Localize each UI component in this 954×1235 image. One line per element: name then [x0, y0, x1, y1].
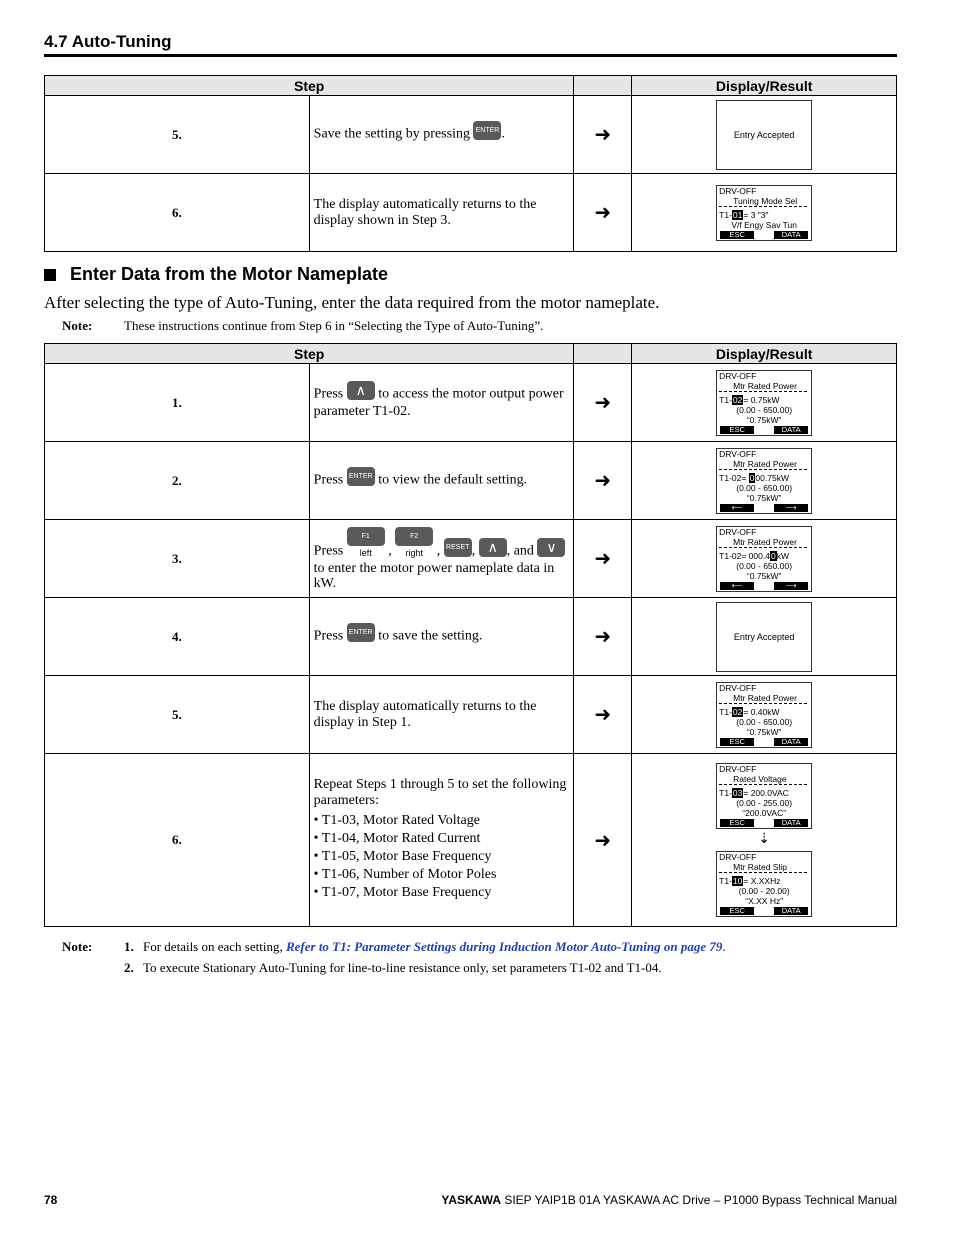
- page-reference-link[interactable]: Refer to T1: Parameter Settings during Induction Motor Auto-Tuning on page 79: [285, 939, 723, 954]
- lcd-display: DRV-OFF Mtr Rated Slip T1-10= X.XXHz (0.00 - 20.00) “X.XX Hz” ESC DATA: [716, 851, 812, 917]
- col-step-header: Step: [45, 76, 574, 96]
- square-bullet-icon: [44, 269, 56, 281]
- arrow-icon: ➜: [574, 676, 632, 754]
- step-number: 1.: [45, 364, 310, 442]
- dotted-down-arrow-icon: ⇣: [758, 832, 771, 847]
- arrow-icon: ➜: [574, 174, 632, 252]
- steps-table-1: [44, 75, 897, 252]
- enter-key-icon: ENTER: [347, 467, 375, 486]
- list-item: • T1-07, Motor Base Frequency: [313, 885, 492, 900]
- manual-title: YASKAWA SIEP YAIP1B 01A YASKAWA AC Drive – P1000 Bypass Technical Manual: [441, 1193, 897, 1207]
- step-number: 6.: [45, 174, 310, 252]
- reset-key-icon: RESET: [444, 538, 472, 557]
- step-number: 5.: [45, 676, 310, 754]
- table-row: [45, 676, 897, 754]
- step-number: 2.: [45, 442, 310, 520]
- step-text: Save the setting by pressing ENTER .: [309, 96, 574, 174]
- step-number: 4.: [45, 598, 310, 676]
- page-number: 78: [44, 1193, 58, 1207]
- page-footer: [44, 1193, 897, 1207]
- step-text: The display automatically returns to the display in Step 1.: [309, 676, 574, 754]
- f1-key-icon: F1: [347, 527, 385, 546]
- col-display-header: Display/Result: [632, 76, 897, 96]
- list-item: • T1-04, Motor Rated Current: [313, 831, 481, 846]
- lcd-display: DRV-OFF Tuning Mode Sel T1-01= 3 "3" V/f Engy Sav Tun ESC DATA: [716, 185, 812, 241]
- arrow-icon: ➜: [574, 754, 632, 927]
- table-row: [45, 96, 897, 174]
- table-row: [45, 754, 897, 927]
- arrow-icon: ➜: [574, 520, 632, 598]
- parameter-list: [314, 813, 574, 901]
- section-title: 4.7 Auto-Tuning: [44, 32, 172, 51]
- arrow-icon: ➜: [574, 598, 632, 676]
- enter-key-icon: ENTER: [347, 623, 375, 642]
- note: Note: These instructions continue from Step 6 in “Selecting the Type of Auto-Tuning”.: [62, 318, 544, 333]
- lcd-display: Entry Accepted: [716, 602, 812, 672]
- step-text: Press F1 left , F2 right , RESET , ∧ , and ∨ to enter the motor power nameplate data in kW.: [309, 520, 574, 598]
- notes: Note: 1. For details on each setting, Refer to T1: Parameter Settings during Induction Motor Auto-Tuning on page 79. 2. To execute Stationary Auto-Tuning for line-to-line resistance only, set parameters T1-02 and T1-04.: [62, 939, 726, 975]
- step-text: The display automatically returns to the display shown in Step 3.: [309, 174, 574, 252]
- arrow-icon: ➜: [574, 364, 632, 442]
- up-key-icon: ∧: [479, 538, 507, 557]
- table-row: [45, 364, 897, 442]
- enter-key-icon: ENTER: [473, 121, 501, 140]
- table-row: [45, 598, 897, 676]
- lcd-display: DRV-OFF Mtr Rated Power T1-02= 0.40kW (0.00 - 650.00) “0.75kW” ESC DATA: [716, 682, 812, 748]
- table-row: [45, 442, 897, 520]
- col-display-header: Display/Result: [632, 344, 897, 364]
- steps-table-2: [44, 343, 897, 927]
- lcd-display: DRV-OFF Mtr Rated Power T1-02= 000.75kW (0.00 - 650.00) “0.75kW” ⟵ ⟶: [716, 448, 812, 514]
- lcd-display: DRV-OFF Mtr Rated Power T1-02= 000.40kW (0.00 - 650.00) “0.75kW” ⟵ ⟶: [716, 526, 812, 592]
- table-row: [45, 520, 897, 598]
- header-rule: [44, 54, 897, 57]
- step-text: Repeat Steps 1 through 5 to set the following parameters: • T1-03, Motor Rated Voltage • T1-04, Motor Rated Current • T1-05, Motor Base Frequency • T1-06, Number of Motor Poles • T1-07, Motor Base Frequency: [309, 754, 574, 927]
- f2-key-icon: F2: [395, 527, 433, 546]
- list-item: • T1-05, Motor Base Frequency: [313, 849, 492, 864]
- step-text: Press ENTER to view the default setting.: [309, 442, 574, 520]
- step-number: 6.: [45, 754, 310, 927]
- step-text: Press ∧ to access the motor output power parameter T1-02.: [309, 364, 574, 442]
- down-key-icon: ∨: [537, 538, 565, 557]
- arrow-icon: ➜: [574, 96, 632, 174]
- up-key-icon: ∧: [347, 381, 375, 400]
- step-number: 3.: [45, 520, 310, 598]
- intro-text: After selecting the type of Auto-Tuning, enter the data required from the motor nameplate.: [44, 293, 660, 312]
- step-text: Press ENTER to save the setting.: [309, 598, 574, 676]
- lcd-display: DRV-OFF Mtr Rated Power T1-02= 0.75kW (0.00 - 650.00) “0.75kW” ESC DATA: [716, 370, 812, 436]
- arrow-icon: ➜: [574, 442, 632, 520]
- list-item: • T1-06, Number of Motor Poles: [313, 867, 497, 882]
- col-step-header: Step: [45, 344, 574, 364]
- list-item: • T1-03, Motor Rated Voltage: [313, 813, 480, 828]
- lcd-display: DRV-OFF Rated Voltage T1-03= 200.0VAC (0.00 - 255.00) “200.0VAC” ESC DATA: [716, 763, 812, 829]
- table-row: [45, 174, 897, 252]
- step-number: 5.: [45, 96, 310, 174]
- lcd-display: Entry Accepted: [716, 100, 812, 170]
- subsection-title: Enter Data from the Motor Nameplate: [44, 264, 388, 285]
